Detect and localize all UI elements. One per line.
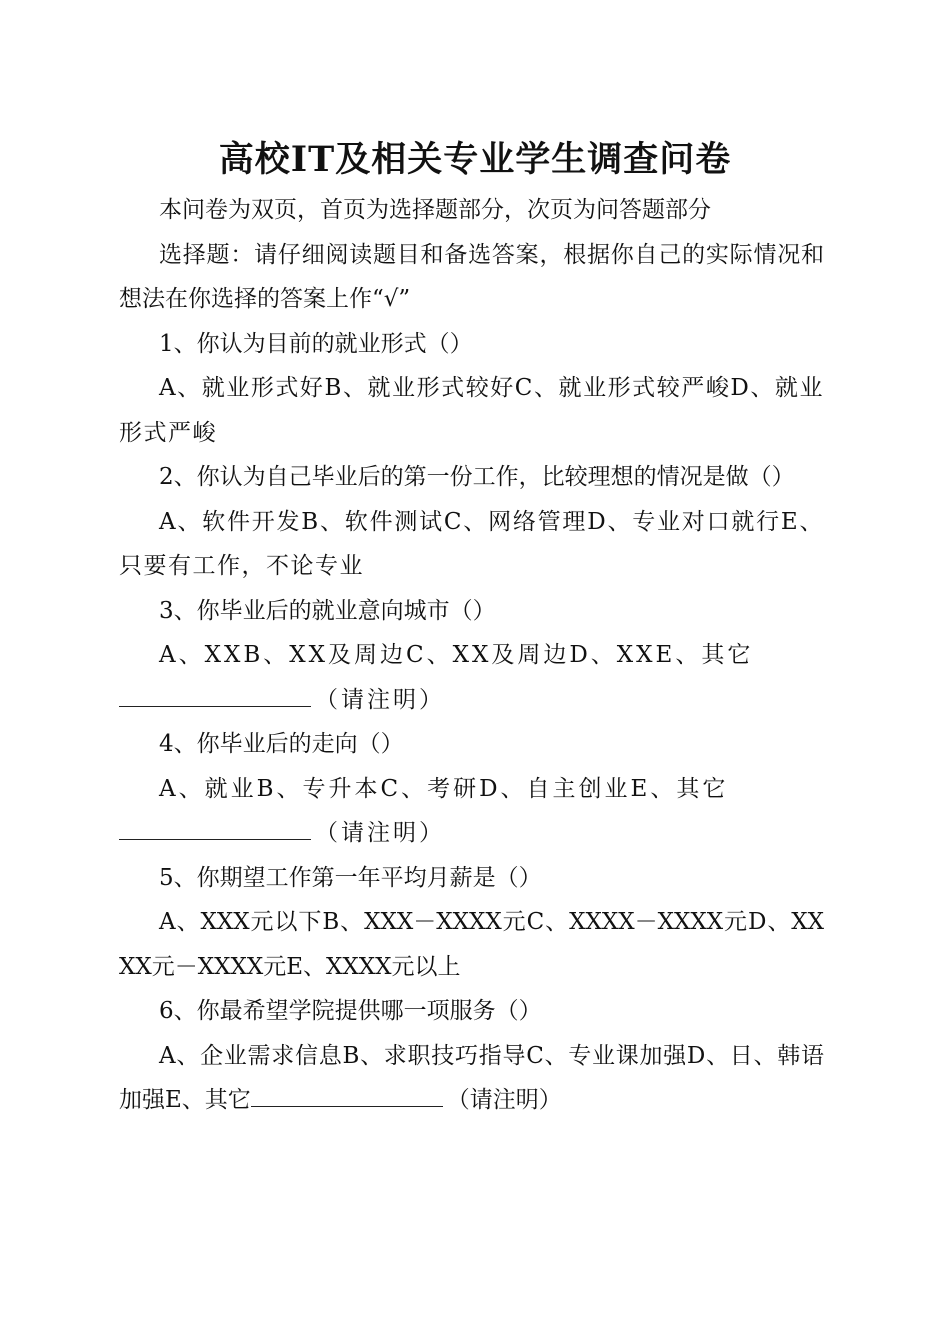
question-4-note: （请注明）	[315, 820, 445, 846]
question-6-note: （请注明）	[446, 1087, 562, 1113]
question-4-options-text: A、就业B、专升本C、考研D、自主创业E、其它	[159, 775, 729, 802]
question-2: 2、你认为自己毕业后的第一份工作，比较理想的情况是做（）	[159, 464, 795, 490]
question-1-options: A、就业形式好B、就业形式较好C、就业形式较严峻D、就业形式严峻	[119, 375, 824, 446]
question-3: 3、你毕业后的就业意向城市（）	[159, 597, 496, 624]
questionnaire-body	[119, 188, 824, 1123]
question-6-options-text: A、企业需求信息B、求职技巧指导C、专业课加强D、日、韩语加强E、其它	[119, 1042, 824, 1113]
question-3-options	[119, 633, 824, 722]
question-3-options-text: A、XXB、XX及周边C、XX及周边D、XXE、其它	[159, 642, 754, 668]
instructions-text: 选择题：请仔细阅读题目和备选答案，根据你自己的实际情况和想法在你选择的答案上作“√”	[119, 241, 824, 312]
question-3-blank	[119, 705, 311, 707]
question-5: 5、你期望工作第一年平均月薪是（）	[159, 864, 542, 891]
question-6-blank	[251, 1105, 443, 1107]
question-6: 6、你最希望学院提供哪一项服务（）	[159, 998, 542, 1024]
question-3-fill-line	[119, 678, 824, 723]
question-4-blank	[119, 838, 311, 840]
intro-text: 本问卷为双页，首页为选择题部分，次页为问答题部分	[159, 197, 711, 223]
question-1: 1、你认为目前的就业形式（）	[159, 330, 473, 357]
question-3-note: （请注明）	[315, 686, 445, 713]
question-4-fill-line	[119, 811, 824, 856]
document-title: 高校IT及相关专业学生调查问卷	[218, 139, 732, 180]
question-6-options	[119, 1034, 824, 1123]
question-2-options: A、软件开发B、软件测试C、网络管理D、专业对口就行E、只要有工作，不论专业	[119, 508, 824, 579]
question-4-options	[119, 767, 824, 856]
question-5-options: A、XXX元以下B、XXX－XXXX元C、XXXX－XXXX元D、XXXX元－XXXX元E、XXXX元以上	[119, 909, 824, 980]
question-4: 4、你毕业后的走向（）	[159, 731, 404, 757]
